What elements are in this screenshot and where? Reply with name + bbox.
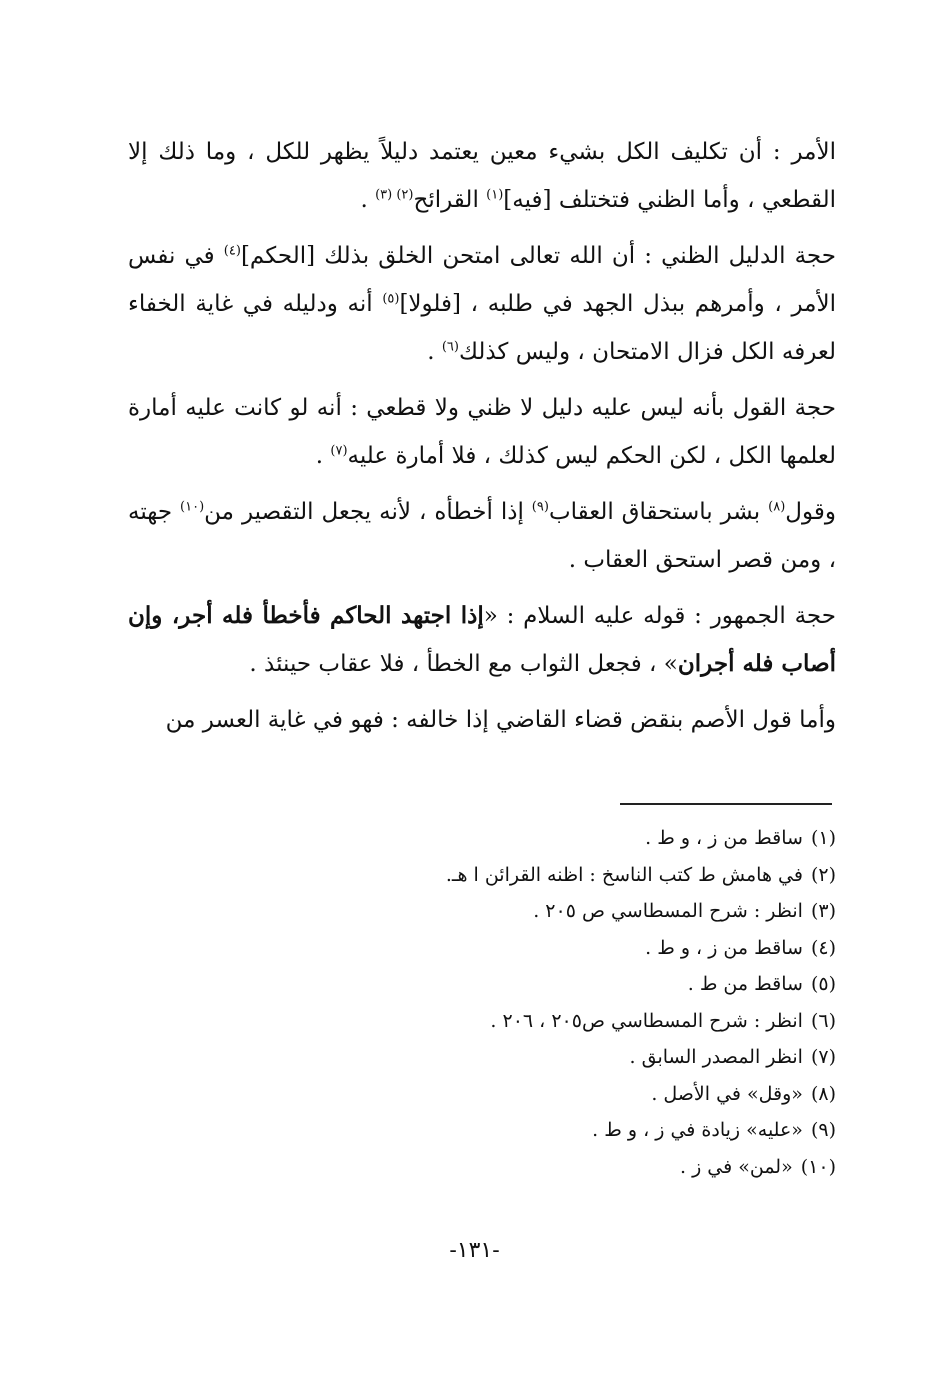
text-segment: القرائح: [413, 187, 487, 213]
footnote-number: (٩): [810, 1119, 836, 1141]
footnote-number: (٨): [810, 1082, 836, 1105]
footnote: [300, 930, 836, 967]
footnote-number: (٧): [810, 1046, 836, 1068]
footnote-ref: (٧): [330, 443, 348, 459]
text-segment: في نفس الأمر ، وأمرهم ببذل الجهد في طلبه ، [فلولا]: [128, 243, 836, 317]
footnote-ref: (٦): [441, 339, 459, 355]
text-segment: جهته ، ومن قصر استحق العقاب .: [128, 499, 836, 573]
paragraph: [128, 128, 836, 224]
hadith-quote: إذا اجتهد الحاكم فأخطأ فله أجر، وإن أصاب فله أجران: [128, 602, 836, 677]
footnote-number: (١): [810, 827, 836, 849]
footnote: [300, 820, 836, 857]
paragraph: [128, 696, 836, 744]
text-segment: وأما قول الأصم بنقض قضاء القاضي إذا خالفه : فهو في غاية العسر من: [165, 707, 836, 733]
footnotes-list: [300, 820, 836, 1185]
footnote-text: انظر : شرح المسطاسي ص ٢٠٥ .: [533, 900, 803, 922]
footnote-separator: [620, 803, 832, 805]
text-segment: .: [360, 187, 376, 213]
text-segment: .: [315, 443, 331, 469]
footnote-ref: (١٠): [180, 499, 205, 515]
text-segment: » ، فجعل الثواب مع الخطأ ، فلا عقاب حينئذ .: [249, 651, 678, 677]
paragraph: [128, 384, 836, 480]
footnote: [300, 893, 836, 930]
footnote: [300, 1039, 836, 1076]
footnote-number: (٥): [810, 973, 836, 995]
footnote-number: (٦): [810, 1009, 836, 1032]
text-segment: بشر باستحقاق العقاب: [548, 499, 769, 525]
footnote-number: (٣): [810, 900, 836, 922]
footnote: [300, 1149, 836, 1186]
footnote-text: «وقل» في الأصل .: [651, 1082, 803, 1105]
footnote-text: ساقط من ط .: [687, 973, 803, 995]
footnote-text: ساقط من ز ، و ط .: [645, 936, 803, 959]
text-segment: الأمر : أن تكليف الكل بشيء معين يعتمد دليلاً يظهر للكل ، وما ذلك إلا القطعي ، وأما الظني فتختلف [فيه]: [128, 139, 836, 213]
footnote: [300, 857, 836, 894]
footnote-ref: (٥): [382, 291, 400, 307]
footnote-number: (٢): [810, 863, 836, 886]
text-segment: حجة الدليل الظني : أن الله تعالى امتحن الخلق بذلك [الحكم]: [240, 243, 837, 269]
footnote-ref: (١): [486, 187, 504, 203]
text-segment: إذا أخطأه ، لأنه يجعل التقصير من: [204, 499, 532, 525]
main-text: [128, 128, 836, 744]
paragraph: [128, 232, 836, 376]
footnote: [300, 1003, 836, 1040]
paragraph: [128, 592, 836, 688]
paragraph: [128, 488, 836, 584]
footnote-ref: (٤): [223, 243, 241, 259]
footnote-text: ساقط من ز ، و ط .: [645, 827, 803, 849]
footnote: [300, 1112, 836, 1149]
footnote-text: في هامش ط كتب الناسخ : اظنه القرائن ا هـ.: [445, 863, 803, 886]
footnote: [300, 966, 836, 1003]
text-segment: أنه ودليله في غاية الخفاء لعرفه الكل فزال الامتحان ، وليس كذلك: [128, 291, 836, 365]
text-segment: .: [427, 339, 442, 365]
footnote-ref: (٨): [768, 499, 786, 515]
footnote: [300, 1076, 836, 1113]
footnote-number: (١٠): [800, 1155, 836, 1178]
footnote-text: «لمن» في ز .: [679, 1155, 793, 1178]
footnote-number: (٤): [810, 936, 836, 959]
footnote-ref: (٩): [531, 499, 549, 515]
footnote-text: انظر المصدر السابق .: [629, 1046, 803, 1068]
footnote-text: «عليه» زيادة في ز ، و ط .: [592, 1119, 803, 1141]
footnote-text: انظر : شرح المسطاسي ص٢٠٥ ، ٢٠٦ .: [490, 1009, 803, 1032]
text-segment: حجة القول بأنه ليس عليه دليل لا ظني ولا قطعي : أنه لو كانت عليه أمارة لعلمها الكل ، لكن الحكم ليس كذلك ، فلا أمارة عليه: [128, 395, 836, 469]
footnote-ref: (٢) (٣): [375, 187, 414, 203]
text-segment: وقول: [785, 499, 836, 525]
text-segment: حجة الجمهور : قوله عليه السلام : «: [483, 603, 836, 629]
page-number: -١٣١-: [449, 1238, 500, 1263]
